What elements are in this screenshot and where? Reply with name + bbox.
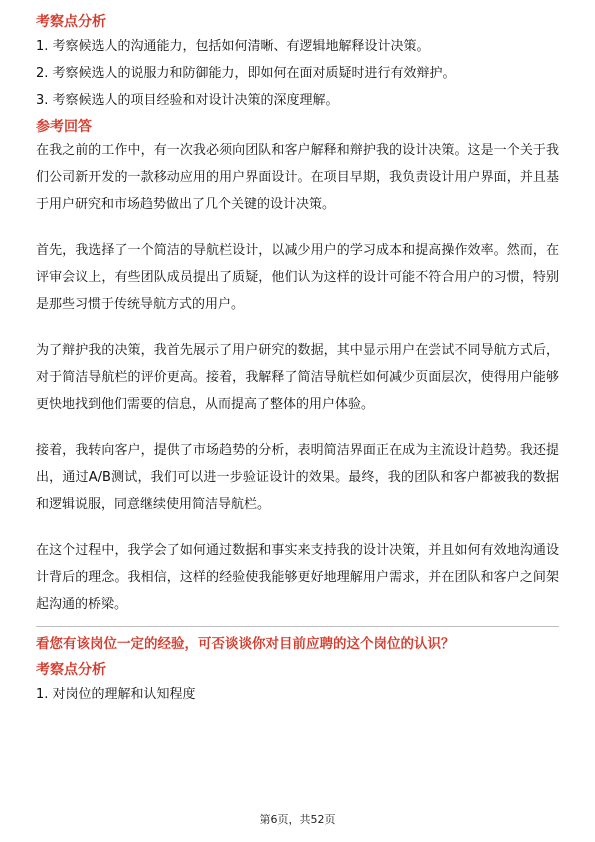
analysis-heading: 考察点分析: [36, 14, 106, 30]
section-divider: [36, 626, 559, 627]
answer-paragraph-3: 为了辩护我的决策，我首先展示了用户研究的数据，其中显示用户在尝试不同导航方式后，对于简洁导航栏的评价更高。接着，我解释了简洁导航栏如何减少页面层次，使得用户能够更快地找到他们需要的信息，从而提高了整体的用户体验。: [36, 343, 559, 412]
analysis-heading-2: 考察点分析: [36, 662, 106, 678]
answer-paragraph-1: 在我之前的工作中，有一次我必须向团队和客户解释和辩护我的设计决策。这是一个关于我们公司新开发的一款移动应用的用户界面设计。在项目早期，我负责设计用户界面，并且基于用户研究和市场趋势做出了几个关键的设计决策。: [36, 143, 559, 212]
answer-paragraph-5: 在这个过程中，我学会了如何通过数据和事实来支持我的设计决策，并且如何有效地沟通设计背后的理念。我相信，这样的经验使我能够更好地理解用户需求，并在团队和客户之间架起沟通的桥梁。: [36, 543, 559, 612]
page-footer: 第6页，共52页: [259, 813, 336, 826]
next-question: 看您有该岗位一定的经验，可否谈谈你对目前应聘的这个岗位的认识？: [36, 636, 455, 652]
analysis-item-1: 1. 考察候选人的沟通能力，包括如何清晰、有逻辑地解释设计决策。: [36, 39, 430, 54]
answer-paragraph-2: 首先，我选择了一个简洁的导航栏设计，以减少用户的学习成本和提高操作效率。然而，在评审会议上，有些团队成员提出了质疑，他们认为这样的设计可能不符合用户的习惯，特别是那些习惯于传统导航方式的用户。: [36, 243, 559, 312]
analysis-item-3: 3. 考察候选人的项目经验和对设计决策的深度理解。: [36, 93, 339, 108]
analysis-item-2: 2. 考察候选人的说服力和防御能力，即如何在面对质疑时进行有效辩护。: [36, 66, 456, 81]
analysis2-item-1: 1. 对岗位的理解和认知程度: [36, 687, 196, 702]
answer-paragraph-4: 接着，我转向客户，提供了市场趋势的分析，表明简洁界面正在成为主流设计趋势。我还提出，通过A/B测试，我们可以进一步验证设计的效果。最终，我的团队和客户都被我的数据和逻辑说服，同意继续使用简洁导航栏。: [36, 443, 559, 512]
answer-heading: 参考回答: [36, 119, 92, 135]
